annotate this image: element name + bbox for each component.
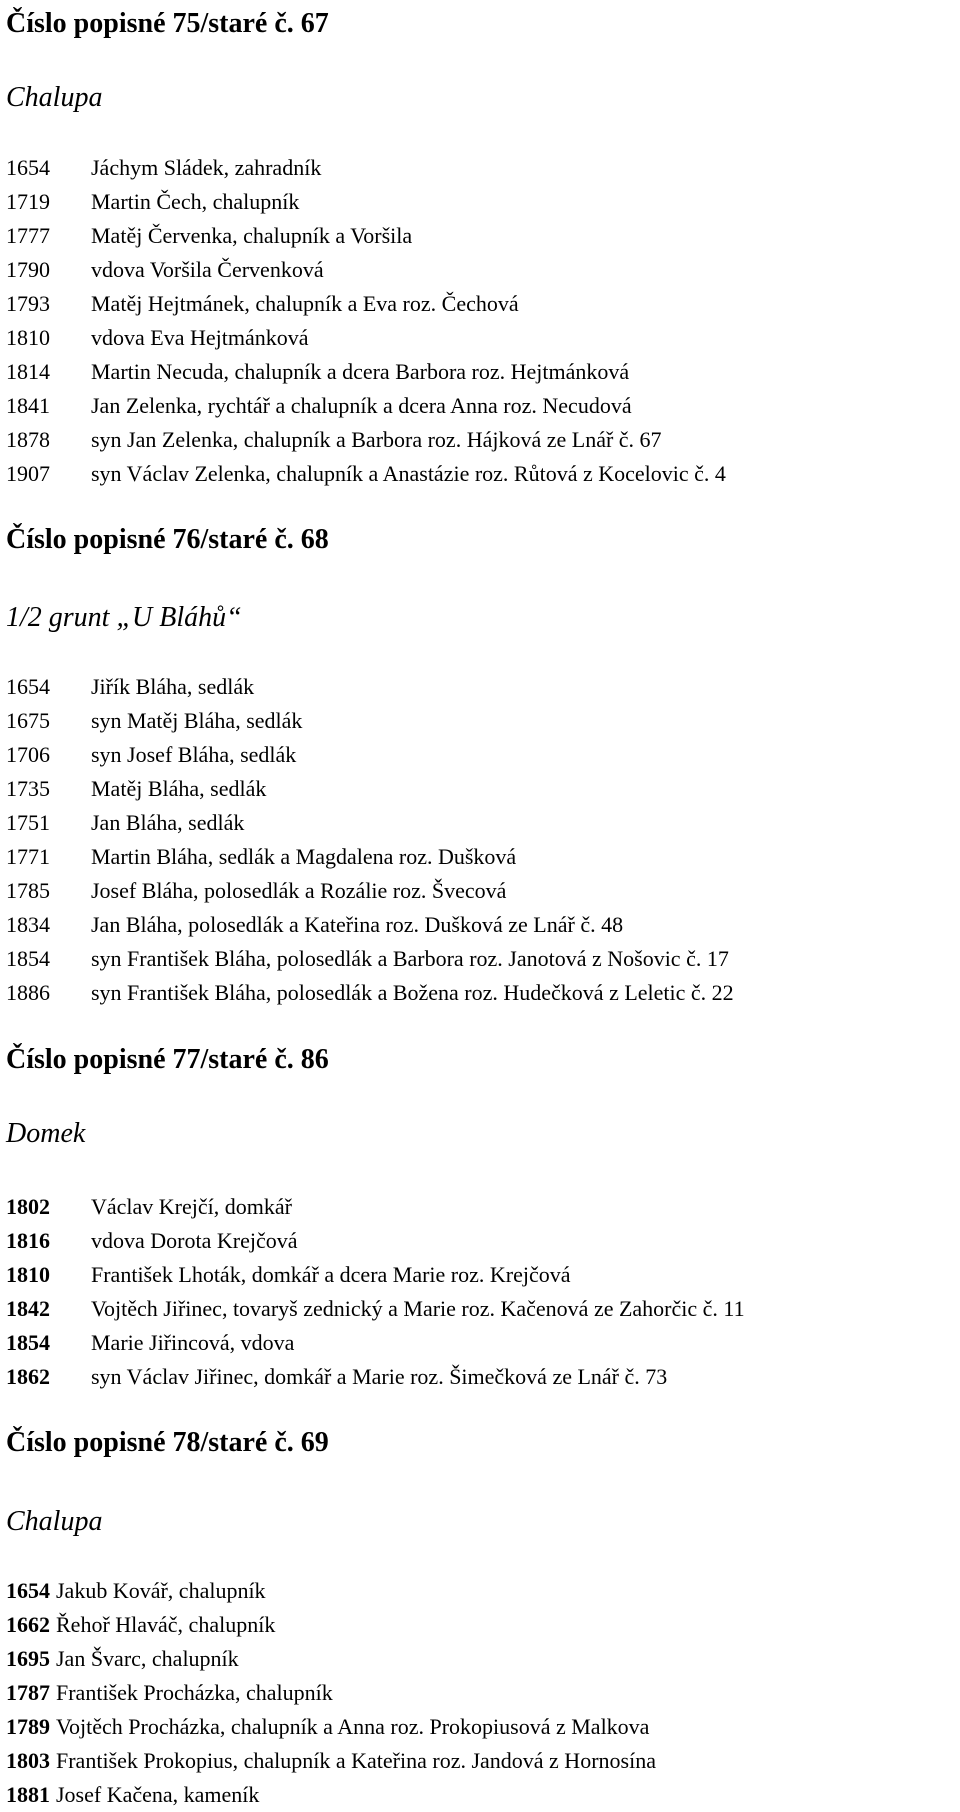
list-item bbox=[6, 1676, 656, 1710]
entry-text: Martin Bláha, sedlák a Magdalena roz. Dušková bbox=[91, 844, 517, 869]
list-item bbox=[6, 1258, 745, 1292]
entry-text: Vojtěch Procházka, chalupník a Anna roz. Prokopiusová z Malkova bbox=[56, 1714, 650, 1739]
owner-list bbox=[6, 1574, 656, 1812]
list-item bbox=[6, 908, 734, 942]
entry-year: 1907 bbox=[6, 461, 50, 486]
entry-text: František Lhoták, domkář a dcera Marie roz. Krejčová bbox=[91, 1262, 571, 1287]
list-item bbox=[6, 1360, 745, 1394]
section-heading: Číslo popisné 75/staré č. 67 bbox=[6, 8, 329, 39]
list-item bbox=[6, 1778, 656, 1812]
entry-text: syn Václav Jiřinec, domkář a Marie roz. Šimečková ze Lnář č. 73 bbox=[91, 1364, 668, 1389]
entry-year: 1878 bbox=[6, 427, 50, 452]
list-item bbox=[6, 1744, 656, 1778]
entry-year: 1695 bbox=[6, 1646, 50, 1671]
entry-year: 1803 bbox=[6, 1748, 50, 1773]
entry-year: 1854 bbox=[6, 1330, 50, 1355]
entry-year: 1675 bbox=[6, 708, 50, 733]
entry-year: 1706 bbox=[6, 742, 50, 767]
entry-text: syn Václav Zelenka, chalupník a Anastázie roz. Růtová z Kocelovic č. 4 bbox=[91, 461, 726, 486]
entry-year: 1802 bbox=[6, 1194, 50, 1219]
list-item bbox=[6, 321, 726, 355]
owner-list bbox=[6, 151, 726, 491]
entry-year: 1735 bbox=[6, 776, 50, 801]
list-item bbox=[6, 1292, 745, 1326]
entry-text: Martin Necuda, chalupník a dcera Barbora roz. Hejtmánková bbox=[91, 359, 630, 384]
entry-year: 1751 bbox=[6, 810, 50, 835]
list-item bbox=[6, 670, 734, 704]
list-item bbox=[6, 772, 734, 806]
entry-year: 1790 bbox=[6, 257, 50, 282]
entry-year: 1834 bbox=[6, 912, 50, 937]
entry-text: Josef Bláha, polosedlák a Rozálie roz. Švecová bbox=[91, 878, 507, 903]
entry-text: syn František Bláha, polosedlák a Barbora roz. Janotová z Nošovic č. 17 bbox=[91, 946, 729, 971]
entry-text: Matěj Hejtmánek, chalupník a Eva roz. Čechová bbox=[91, 291, 519, 316]
entry-text: syn Josef Bláha, sedlák bbox=[91, 742, 297, 767]
entry-text: syn Jan Zelenka, chalupník a Barbora roz. Hájková ze Lnář č. 67 bbox=[91, 427, 662, 452]
list-item bbox=[6, 1326, 745, 1360]
entry-year: 1789 bbox=[6, 1714, 50, 1739]
list-item bbox=[6, 1224, 745, 1258]
list-item bbox=[6, 874, 734, 908]
section-heading: Číslo popisné 78/staré č. 69 bbox=[6, 1427, 329, 1458]
entry-text: Matěj Bláha, sedlák bbox=[91, 776, 267, 801]
section-subtitle: Chalupa bbox=[6, 82, 103, 113]
entry-year: 1654 bbox=[6, 1578, 50, 1603]
entry-year: 1777 bbox=[6, 223, 50, 248]
entry-text: Martin Čech, chalupník bbox=[91, 189, 300, 214]
entry-year: 1816 bbox=[6, 1228, 50, 1253]
section-heading: Číslo popisné 76/staré č. 68 bbox=[6, 524, 329, 555]
list-item bbox=[6, 1574, 656, 1608]
entry-year: 1881 bbox=[6, 1782, 50, 1807]
entry-text: Jakub Kovář, chalupník bbox=[56, 1578, 266, 1603]
entry-year: 1662 bbox=[6, 1612, 50, 1637]
entry-year: 1771 bbox=[6, 844, 50, 869]
entry-text: syn Matěj Bláha, sedlák bbox=[91, 708, 303, 733]
section-subtitle: Domek bbox=[6, 1118, 86, 1149]
list-item bbox=[6, 185, 726, 219]
entry-text: Jiřík Bláha, sedlák bbox=[91, 674, 255, 699]
list-item bbox=[6, 1710, 656, 1744]
entry-text: Václav Krejčí, domkář bbox=[91, 1194, 292, 1219]
entry-year: 1814 bbox=[6, 359, 50, 384]
list-item bbox=[6, 151, 726, 185]
entry-year: 1793 bbox=[6, 291, 50, 316]
entry-text: syn František Bláha, polosedlák a Božena roz. Hudečková z Leletic č. 22 bbox=[91, 980, 734, 1005]
entry-year: 1841 bbox=[6, 393, 50, 418]
entry-text: Jáchym Sládek, zahradník bbox=[91, 155, 322, 180]
section-subtitle: Chalupa bbox=[6, 1506, 103, 1537]
entry-year: 1810 bbox=[6, 325, 50, 350]
entry-text: František Procházka, chalupník bbox=[56, 1680, 333, 1705]
list-item bbox=[6, 287, 726, 321]
entry-text: Vojtěch Jiřinec, tovaryš zednický a Marie roz. Kačenová ze Zahorčic č. 11 bbox=[91, 1296, 745, 1321]
list-item bbox=[6, 942, 734, 976]
entry-text: Marie Jiřincová, vdova bbox=[91, 1330, 295, 1355]
list-item bbox=[6, 355, 726, 389]
entry-text: Jan Zelenka, rychtář a chalupník a dcera Anna roz. Necudová bbox=[91, 393, 632, 418]
section-heading: Číslo popisné 77/staré č. 86 bbox=[6, 1044, 329, 1075]
list-item bbox=[6, 219, 726, 253]
entry-text: vdova Eva Hejtmánková bbox=[91, 325, 309, 350]
list-item bbox=[6, 1190, 745, 1224]
entry-year: 1810 bbox=[6, 1262, 50, 1287]
list-item bbox=[6, 389, 726, 423]
entry-year: 1842 bbox=[6, 1296, 50, 1321]
entry-text: Matěj Červenka, chalupník a Voršila bbox=[91, 223, 413, 248]
entry-text: Jan Bláha, sedlák bbox=[91, 810, 245, 835]
list-item bbox=[6, 1608, 656, 1642]
owner-list bbox=[6, 1190, 745, 1394]
list-item bbox=[6, 976, 734, 1010]
list-item bbox=[6, 840, 734, 874]
entry-year: 1854 bbox=[6, 946, 50, 971]
list-item bbox=[6, 423, 726, 457]
list-item bbox=[6, 806, 734, 840]
section-subtitle: 1/2 grunt „U Bláhů“ bbox=[6, 602, 242, 633]
entry-text: Jan Švarc, chalupník bbox=[56, 1646, 239, 1671]
entry-year: 1719 bbox=[6, 189, 50, 214]
entry-year: 1886 bbox=[6, 980, 50, 1005]
owner-list bbox=[6, 670, 734, 1010]
entry-text: vdova Voršila Červenková bbox=[91, 257, 324, 282]
entry-text: František Prokopius, chalupník a Kateřina roz. Jandová z Hornosína bbox=[56, 1748, 656, 1773]
list-item bbox=[6, 738, 734, 772]
entry-text: Řehoř Hlaváč, chalupník bbox=[56, 1612, 276, 1637]
entry-year: 1654 bbox=[6, 155, 50, 180]
entry-text: Jan Bláha, polosedlák a Kateřina roz. Dušková ze Lnář č. 48 bbox=[91, 912, 624, 937]
entry-text: Josef Kačena, kameník bbox=[56, 1782, 260, 1807]
entry-year: 1785 bbox=[6, 878, 50, 903]
list-item bbox=[6, 457, 726, 491]
entry-year: 1862 bbox=[6, 1364, 50, 1389]
list-item bbox=[6, 253, 726, 287]
entry-year: 1654 bbox=[6, 674, 50, 699]
list-item bbox=[6, 704, 734, 738]
entry-text: vdova Dorota Krejčová bbox=[91, 1228, 298, 1253]
entry-year: 1787 bbox=[6, 1680, 50, 1705]
list-item bbox=[6, 1642, 656, 1676]
